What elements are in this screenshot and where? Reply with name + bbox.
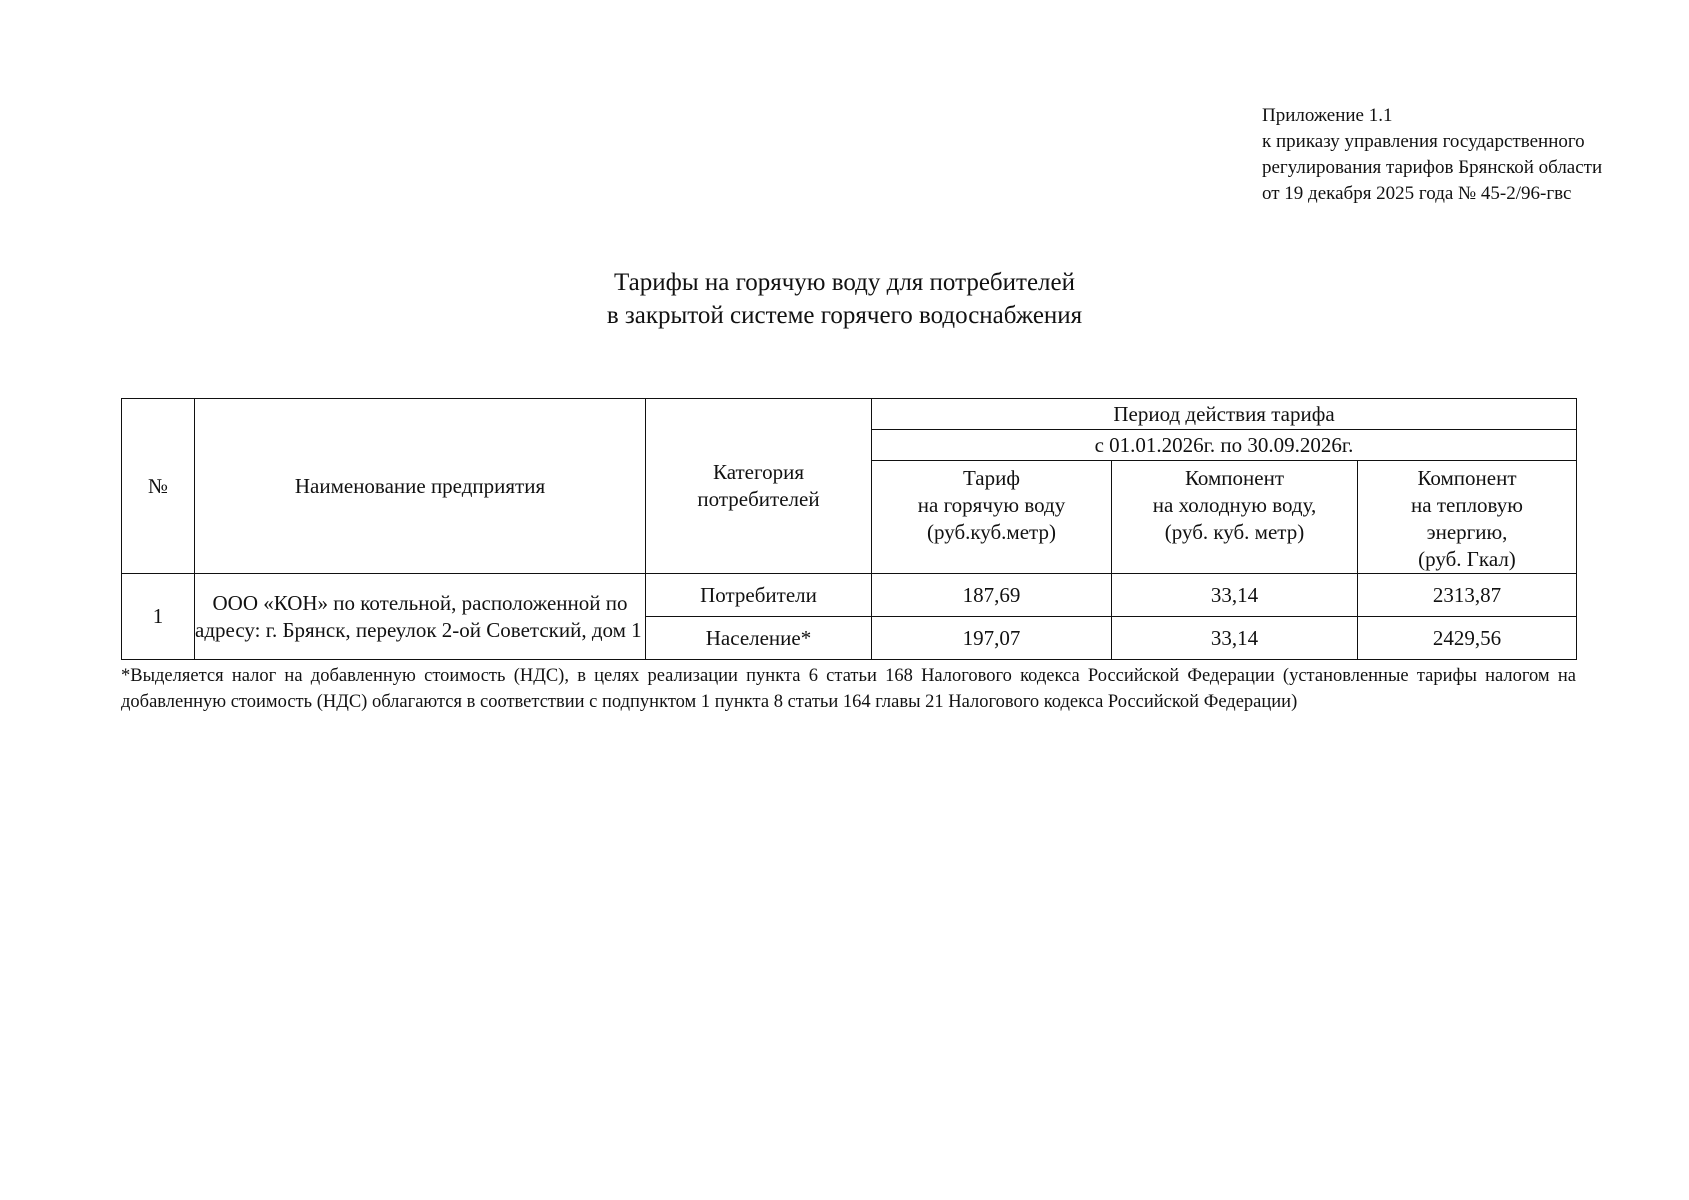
header-hot-water-tariff <box>872 461 1112 574</box>
appendix-line: Приложение 1.1 <box>1262 105 1393 126</box>
header-line: энергию, <box>1426 520 1508 544</box>
header-line: (руб.куб.метр) <box>927 520 1056 544</box>
row-cold-water: 33,14 <box>1112 574 1358 617</box>
header-period: с 01.01.2026г. по 30.09.2026г. <box>872 430 1577 461</box>
row-hot-water: 197,07 <box>872 617 1112 660</box>
row-category: Потребители <box>646 574 872 617</box>
header-category <box>646 399 872 574</box>
row-enterprise: ООО «КОН» по котельной, расположенной по адресу: г. Брянск, переулок 2-ой Советский, дом 1 <box>195 574 646 660</box>
document-title <box>0 266 1689 332</box>
appendix-line: от 19 декабря 2025 года № 45-2/96-гвс <box>1262 183 1572 204</box>
appendix-reference <box>1262 103 1672 207</box>
table-row <box>122 574 1577 617</box>
header-category-line: потребителей <box>697 487 820 511</box>
title-line-1: Тарифы на горячую воду для потребителей <box>614 269 1075 296</box>
header-line: на тепловую <box>1411 493 1523 517</box>
header-line: (руб. Гкал) <box>1418 547 1516 571</box>
header-line: Компонент <box>1184 466 1285 490</box>
header-line: Компонент <box>1417 466 1517 490</box>
header-line: (руб. куб. метр) <box>1164 520 1305 544</box>
header-enterprise: Наименование предприятия <box>195 399 646 574</box>
row-heat-energy: 2313,87 <box>1358 574 1577 617</box>
header-line: на холодную воду, <box>1152 493 1317 517</box>
header-category-line: Категория <box>713 460 804 484</box>
row-heat-energy: 2429,56 <box>1358 617 1577 660</box>
appendix-line: к приказу управления государственного <box>1262 131 1585 152</box>
header-heat-energy-component <box>1358 461 1577 574</box>
appendix-line: регулирования тарифов Брянской области <box>1262 157 1603 178</box>
row-number: 1 <box>122 574 195 660</box>
row-category: Население* <box>646 617 872 660</box>
vat-footnote: *Выделяется налог на добавленную стоимость (НДС), в целях реализации пункта 6 статьи 168 Налогового кодекса Российской Федерации (установленные тарифы налогом на добавленную стоимость (НДС) облагаются в соответствии с подпунктом 1 пункта 8 статьи 164 главы 21 Налогового кодекса Российской Федерации) <box>121 666 1576 712</box>
header-cold-water-component <box>1112 461 1358 574</box>
header-line: на горячую воду <box>917 493 1066 517</box>
tariff-table <box>121 398 1577 660</box>
header-row-period-group <box>122 399 1577 430</box>
row-hot-water: 187,69 <box>872 574 1112 617</box>
title-line-2: в закрытой системе горячего водоснабжения <box>606 302 1083 329</box>
row-cold-water: 33,14 <box>1112 617 1358 660</box>
header-period-group: Период действия тарифа <box>872 399 1577 430</box>
header-line: Тариф <box>963 466 1020 490</box>
header-number: № <box>122 399 195 574</box>
